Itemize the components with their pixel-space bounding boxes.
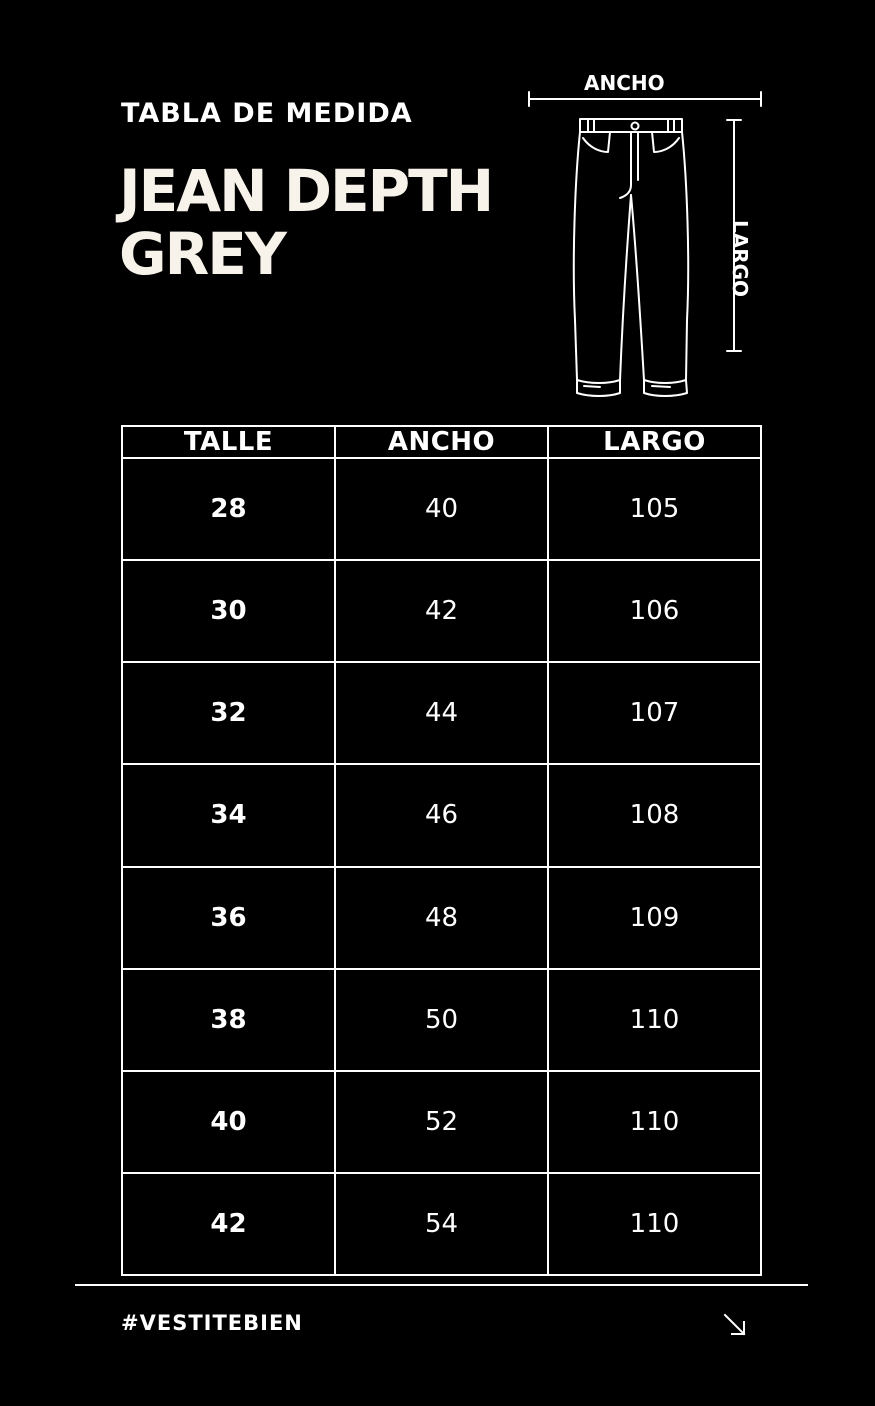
measurement-diagram xyxy=(520,60,780,410)
cell-ancho: 46 xyxy=(335,764,548,866)
table-row xyxy=(122,1173,761,1275)
title-line-2: GREY xyxy=(119,220,285,288)
cell-largo: 110 xyxy=(548,1173,761,1275)
page-title xyxy=(119,157,539,288)
table-row xyxy=(122,1071,761,1173)
header-talle: TALLE xyxy=(122,426,335,458)
cell-ancho: 40 xyxy=(335,458,548,560)
header-largo: LARGO xyxy=(548,426,761,458)
title-line-1: JEAN DEPTH xyxy=(119,157,493,225)
table-row xyxy=(122,969,761,1071)
size-table xyxy=(121,425,762,1276)
table-row xyxy=(122,867,761,969)
cell-talle: 34 xyxy=(122,764,335,866)
cell-ancho: 54 xyxy=(335,1173,548,1275)
length-dimension-label: LARGO xyxy=(728,220,752,298)
footer-divider xyxy=(75,1284,808,1286)
cell-talle: 38 xyxy=(122,969,335,1071)
cell-talle: 30 xyxy=(122,560,335,662)
table-row xyxy=(122,764,761,866)
cell-largo: 109 xyxy=(548,867,761,969)
cell-largo: 110 xyxy=(548,1071,761,1173)
arrow-down-right-icon xyxy=(722,1312,748,1338)
cell-ancho: 52 xyxy=(335,1071,548,1173)
table-header-row xyxy=(122,426,761,458)
table-row xyxy=(122,458,761,560)
cell-ancho: 44 xyxy=(335,662,548,764)
table-row xyxy=(122,662,761,764)
cell-talle: 40 xyxy=(122,1071,335,1173)
cell-largo: 105 xyxy=(548,458,761,560)
cell-largo: 110 xyxy=(548,969,761,1071)
footer-hashtag: #VESTITEBIEN xyxy=(121,1311,303,1335)
header-ancho: ANCHO xyxy=(335,426,548,458)
cell-largo: 107 xyxy=(548,662,761,764)
cell-talle: 28 xyxy=(122,458,335,560)
cell-largo: 106 xyxy=(548,560,761,662)
cell-ancho: 42 xyxy=(335,560,548,662)
width-dimension-label: ANCHO xyxy=(584,71,665,95)
cell-talle: 42 xyxy=(122,1173,335,1275)
cell-largo: 108 xyxy=(548,764,761,866)
page-subtitle: TABLA DE MEDIDA xyxy=(121,98,413,129)
cell-ancho: 50 xyxy=(335,969,548,1071)
table-row xyxy=(122,560,761,662)
cell-talle: 32 xyxy=(122,662,335,764)
cell-ancho: 48 xyxy=(335,867,548,969)
cell-talle: 36 xyxy=(122,867,335,969)
